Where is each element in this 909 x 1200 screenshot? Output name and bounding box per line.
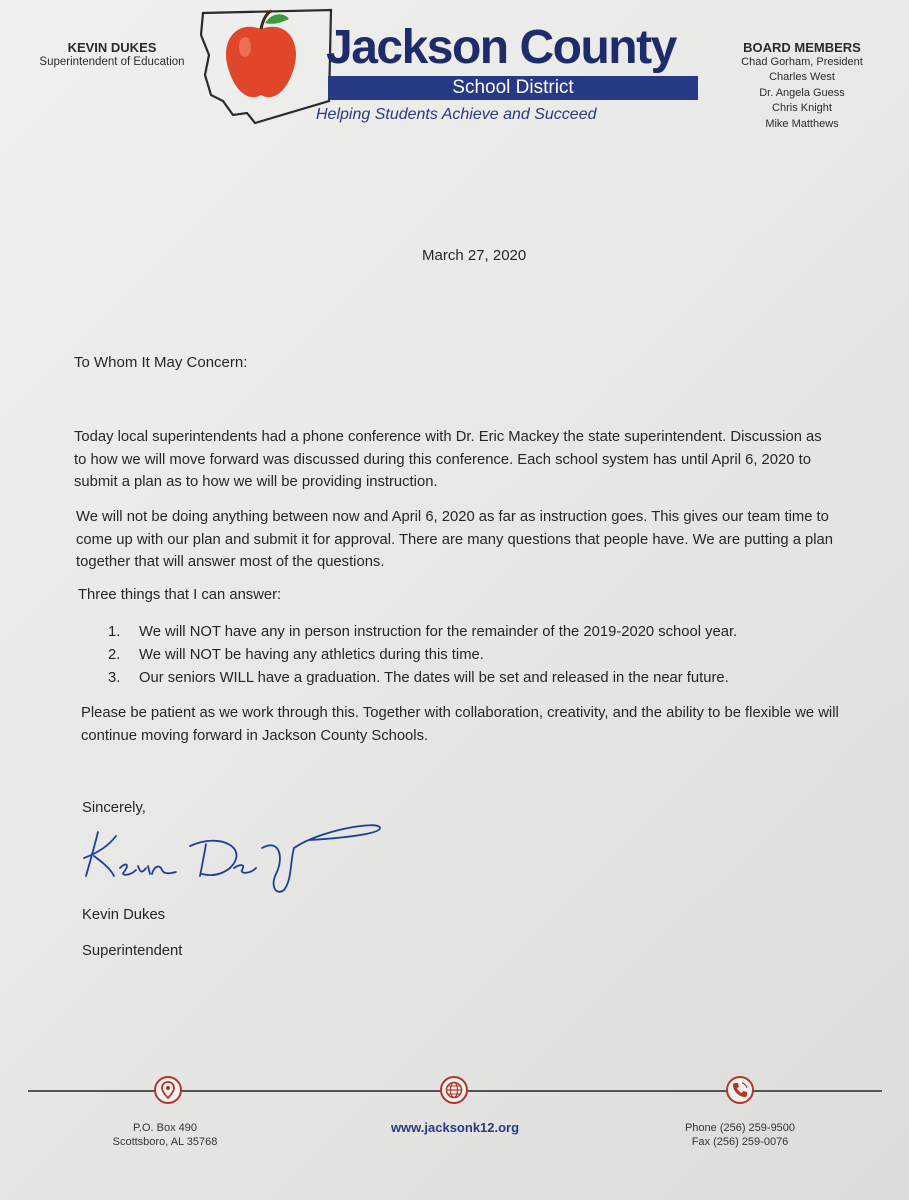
district-subtitle: School District: [452, 77, 574, 98]
list-item-number: 1.: [108, 624, 121, 640]
list-item: [108, 621, 737, 644]
board-member: Dr. Angela Guess: [759, 86, 845, 99]
list-item-text: We will NOT be having any athletics during this time.: [139, 647, 484, 663]
location-pin-icon: [153, 1075, 183, 1105]
board-member: Mike Matthews: [765, 117, 839, 130]
list-item-text: Our seniors WILL have a graduation. The dates will be set and released in the near future.: [139, 670, 729, 686]
salutation: To Whom It May Concern:: [74, 354, 248, 371]
board-member: Chad Gorham, President: [741, 56, 863, 68]
superintendent-title: Superintendent of Education: [39, 56, 185, 68]
board-member: Chris Knight: [772, 102, 832, 115]
district-subtitle-bar: [328, 76, 698, 100]
letter-date: March 27, 2020: [422, 247, 527, 264]
district-name: Jackson County: [326, 21, 676, 74]
board-member: Charles West: [769, 71, 835, 84]
signer-name: Kevin Dukes: [82, 907, 166, 923]
globe-icon: [439, 1075, 469, 1105]
board-members-label: BOARD MEMBERS: [743, 40, 861, 55]
signature-image: [80, 818, 390, 898]
fax-number: Fax (256) 259-0076: [691, 1136, 789, 1148]
paragraph-2: We will not be doing anything between now and April 6, 2020 as far as instruction goes. This gives our team time to come up with our plan and submit it for approval. There are many questions that people have. We are putting a plan together that will answer most of the questions.: [76, 509, 834, 570]
list-item: [108, 667, 737, 690]
address-line: Scottsboro, AL 35768: [112, 1136, 218, 1148]
board-members-header: [712, 40, 892, 132]
answers-list: [108, 621, 737, 690]
superintendent-name: KEVIN DUKES: [67, 40, 157, 55]
closing: Sincerely,: [82, 800, 146, 816]
paragraph-3: Please be patient as we work through this. Together with collaboration, creativity, and the ability to be flexible we will continue moving forward in Jackson County Schools.: [81, 705, 839, 744]
district-tagline: Helping Students Achieve and Succeed: [316, 106, 597, 123]
phone-number: Phone (256) 259-9500: [684, 1122, 796, 1134]
list-item-number: 3.: [108, 670, 121, 686]
superintendent-header: [24, 40, 200, 68]
list-item-text: We will NOT have any in person instruction for the remainder of the 2019-2020 school year.: [139, 624, 738, 640]
footer-address: [80, 1121, 250, 1149]
address-line: P.O. Box 490: [132, 1122, 197, 1134]
website-link[interactable]: www.jacksonk12.org: [390, 1120, 520, 1135]
apple-icon: [226, 11, 296, 97]
phone-icon: [725, 1075, 755, 1105]
signer-title: Superintendent: [82, 943, 183, 959]
paragraph-1: Today local superintendents had a phone conference with Dr. Eric Mackey the state superintendent. Discussion as to how we will move forward was discussed during this conference. Each school system has until April 6, 2020 to submit a plan as to how we will be providing instruction.: [74, 429, 822, 490]
list-item-number: 2.: [108, 647, 121, 663]
district-logo: [195, 5, 335, 127]
footer-contact: [660, 1121, 820, 1149]
list-item: [108, 644, 737, 667]
list-intro: Three things that I can answer:: [78, 587, 282, 603]
